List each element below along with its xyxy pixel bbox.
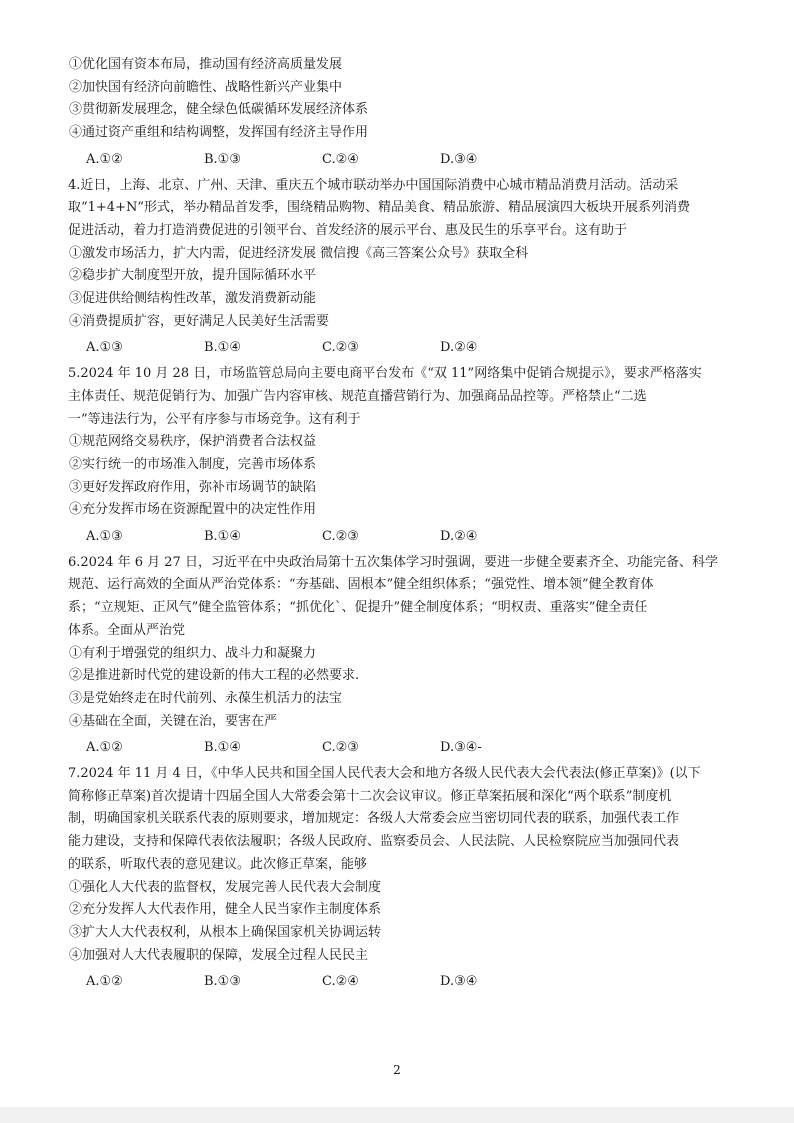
- q3-option-c: C.②④: [322, 151, 359, 167]
- question-5: [68, 363, 744, 549]
- question-7: [68, 763, 744, 994]
- q4-option-c: C.②③: [322, 340, 359, 356]
- q5-stem-line-2: 主体责任、规范促销行为、加强广告内容审核、规范直播营销行为、加强商品品控等。严格禁止“二选: [68, 388, 647, 404]
- q6-statement-4: ④基础在全面，关键在治，要害在严: [69, 713, 278, 729]
- q7-option-b: B.①③: [204, 974, 241, 990]
- q7-stem-line-5: 的联系，听取代表的意见建议。此次修正草案，能够: [68, 856, 368, 872]
- q4-options: [68, 337, 744, 360]
- q7-option-c: C.②④: [322, 974, 359, 990]
- q6-stem-line-3: 系；“立规矩、正风气”健全监管体系；“抓优化`、促提升”健全制度体系；“明权责、重落实”健全责任: [68, 600, 648, 616]
- q4-statement-2: ②稳步扩大制度型开放，提升国际循环水平: [69, 268, 317, 284]
- q7-stem-line-1: 7.2024 年 11 月 4 日，《中华人民共和国全国人民代表大会和地方各级人民代表大会代表法(修正草案)》(以下: [68, 766, 701, 782]
- question-3-tail: [68, 54, 744, 172]
- q6-statement-3: ③是党始终走在时代前列、永葆生机活力的法宝: [69, 690, 343, 706]
- q3-option-d: D.③④: [440, 151, 478, 167]
- question-4: [68, 175, 744, 361]
- q3-statement-4: ④通过资产重组和结构调整，发挥国有经济主导作用: [69, 125, 369, 141]
- q4-stem-line-2: 取“1+4+N”形式，举办精品首发季，围绕精品购物、精品美食、精品旅游、精品展演四大板块开展系列消费: [68, 200, 690, 216]
- q5-statement-1: ①规范网络交易秩序，保护消费者合法权益: [69, 434, 317, 450]
- q4-option-d: D.②④: [440, 340, 478, 356]
- q7-stem-line-2: 简称修正草案)首次提请十四届全国人大常委会第十二次会议审议。修正草案拓展和深化“两个联系”制度机: [68, 788, 672, 804]
- q3-statement-1: ①优化国有资本布局，推动国有经济高质量发展: [69, 57, 343, 72]
- q7-statement-2: ②充分发挥人大代表作用，健全人民当家作主制度体系: [69, 902, 382, 918]
- q7-option-d: D.③④: [440, 974, 478, 990]
- q6-option-a: A.①②: [86, 740, 123, 756]
- q5-option-a: A.①③: [86, 529, 123, 545]
- q7-statement-3: ③扩大人大代表权利，从根本上确保国家机关协调运转: [69, 924, 382, 940]
- q6-option-b: B.①④: [204, 740, 241, 756]
- q5-stem-line-1: 5.2024 年 10 月 28 日，市场监管总局向主要电商平台发布《“双 11”网络集中促销合规提示》，要求严格落实: [68, 366, 702, 382]
- question-6: [68, 552, 744, 760]
- q6-stem-line-2: 规范、运行高效的全面从严治党体系：“夯基础、固根本”健全组织体系；“强党性、增本领”健全教育体: [68, 577, 654, 593]
- q6-stem-line-1: 6.2024 年 6 月 27 日，习近平在中央政治局第十五次集体学习时强调，要进一步健全要素齐全、功能完备、科学: [68, 554, 718, 570]
- q4-stem-line-1: 4.近日，上海、北京、广州、天津、重庆五个城市联动举办中国国际消费中心城市精品消费月活动。活动采: [68, 177, 679, 193]
- q3-statement-2: ②加快国有经济向前瞻性、战略性新兴产业集中: [69, 79, 343, 95]
- q4-stem-line-3: 促进活动，着力打造消费促进的引领平台、首发经济的展示平台、惠及民生的乐享平台。这有助于: [68, 222, 628, 238]
- q4-statement-4: ④消费提质扩容，更好满足人民美好生活需要: [69, 313, 330, 329]
- q5-statement-3: ③更好发挥政府作用，弥补市场调节的缺陷: [69, 479, 317, 495]
- q7-options: [68, 971, 744, 994]
- q5-option-b: B.①④: [204, 529, 241, 545]
- q5-options: [68, 526, 744, 549]
- q6-stem-line-4: 体系。全面从严治党: [68, 622, 186, 638]
- q4-option-a: A.①③: [86, 340, 123, 356]
- exam-content: [68, 54, 744, 997]
- q7-stem-line-4: 能力建设，支持和保障代表依法履职；各级人民政府、监察委员会、人民法院、人民检察院应当加强同代表: [68, 834, 680, 850]
- q7-statement-1: ①强化人大代表的监督权，发展完善人民代表大会制度: [69, 879, 382, 895]
- page-number: 2: [393, 1063, 401, 1077]
- q3-options: [68, 149, 744, 172]
- q7-option-a: A.①②: [86, 974, 123, 990]
- q6-option-c: C.②③: [322, 740, 359, 756]
- q3-option-b: B.①③: [204, 151, 241, 167]
- q7-stem-line-3: 制，明确国家机关联系代表的原则要求，增加规定：各级人大常委会应当密切同代表的联系，加强代表工作: [68, 811, 680, 827]
- q5-statement-4: ④充分发挥市场在资源配置中的决定性作用: [69, 502, 317, 518]
- q6-statement-2: ②是推进新时代党的建设新的伟大工程的必然要求.: [69, 668, 360, 684]
- q5-option-d: D.②④: [440, 529, 478, 545]
- q4-statement-3: ③促进供给侧结构性改革，激发消费新动能: [69, 291, 317, 307]
- q4-statement-1: ①激发市场活力，扩大内需，促进经济发展 微信搜《高三答案公众号》获取全科: [69, 245, 529, 261]
- q5-option-c: C.②③: [322, 529, 359, 545]
- q4-option-b: B.①④: [204, 340, 241, 356]
- q5-statement-2: ②实行统一的市场准入制度，完善市场体系: [69, 456, 317, 472]
- q7-statement-4: ④加强对人大代表履职的保障，发展全过程人民民主: [69, 947, 369, 963]
- q3-statement-3: ③贯彻新发展理念，健全绿色低碳循环发展经济体系: [69, 102, 369, 118]
- q6-statement-1: ①有利于增强党的组织力、战斗力和凝聚力: [69, 645, 317, 661]
- page-bottom-band: [0, 1107, 794, 1123]
- q6-options: [68, 737, 744, 760]
- q3-option-a: A.①②: [86, 151, 123, 167]
- q5-stem-line-3: 一”等违法行为，公平有序参与市场竞争。这有利于: [68, 411, 361, 427]
- q6-option-d: D.③④-: [440, 740, 482, 756]
